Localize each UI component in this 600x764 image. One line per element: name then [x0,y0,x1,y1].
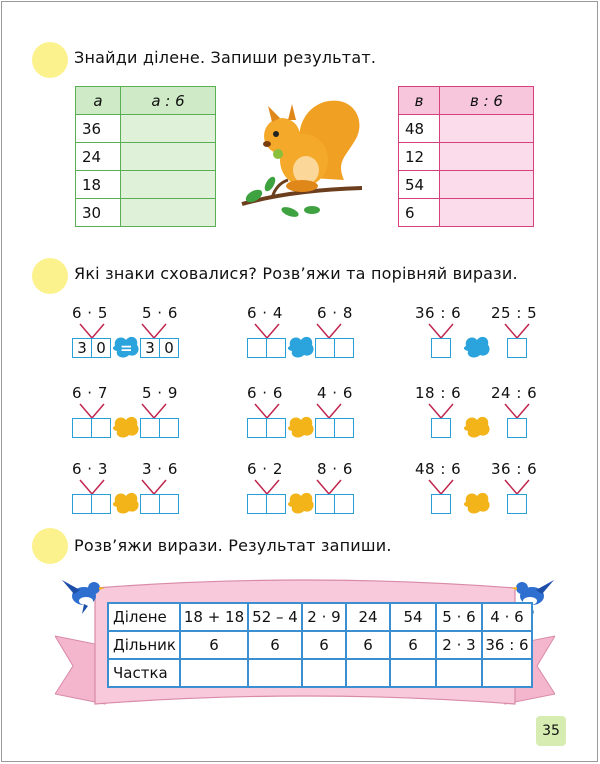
table-cell: 6 [180,631,248,659]
table-row [399,171,534,199]
right-expression: 6 · 8 [317,304,353,322]
bird-icon [62,574,106,614]
task-bullet [32,528,68,564]
answer-box[interactable] [315,338,335,358]
answer-box[interactable]: 3 [72,338,92,358]
table-a-value: 18 [76,171,121,199]
answer-box[interactable] [431,494,451,514]
right-expression: 5 · 6 [142,304,178,322]
answer-box[interactable] [266,338,286,358]
table-row [399,199,534,227]
answer-cell[interactable] [248,659,302,687]
task-bullet [32,42,68,78]
table-row [108,659,532,687]
yellow-splat [461,412,493,442]
comparison-item [245,460,405,520]
division-table [107,602,533,688]
answer-cell[interactable] [180,659,248,687]
table-cell: 6 [346,631,390,659]
table-cell: 6 [302,631,346,659]
answer-box[interactable]: 3 [140,338,160,358]
table-v [398,86,534,227]
left-expression: 6 · 4 [247,304,283,322]
answer-box[interactable] [247,338,267,358]
comparison-item [415,304,575,364]
answer-cell[interactable] [121,171,216,199]
comparison-item [415,460,575,520]
task-bullet [32,258,68,294]
blue-splat [461,332,493,362]
table-v-value: 54 [399,171,440,199]
table-cell: 2 · 9 [302,603,346,631]
table-row [108,603,532,631]
table-a-value: 24 [76,143,121,171]
left-expression: 6 · 2 [247,460,283,478]
table-row [108,631,532,659]
answer-cell[interactable] [121,143,216,171]
answer-cell[interactable] [436,659,482,687]
table-cell: 18 + 18 [180,603,248,631]
answer-cell[interactable] [482,659,532,687]
table-cell: 36 : 6 [482,631,532,659]
table-row [76,143,216,171]
answer-box[interactable] [266,494,286,514]
right-expression: 24 : 6 [491,384,538,402]
answer-cell[interactable] [121,115,216,143]
answer-cell[interactable] [121,199,216,227]
answer-box[interactable] [315,418,335,438]
right-expression: 25 : 5 [491,304,538,322]
answer-cell[interactable] [346,659,390,687]
answer-box[interactable] [266,418,286,438]
answer-cell[interactable] [302,659,346,687]
answer-cell[interactable] [390,659,436,687]
row-label: Дільник [108,631,180,659]
task2-heading: Які знаки сховалися? Розв’яжи та порівняй вирази. [74,264,518,283]
yellow-splat [110,488,142,518]
answer-cell[interactable] [440,171,534,199]
table-a-value: 36 [76,115,121,143]
yellow-splat [285,488,317,518]
table-cell: 2 · 3 [436,631,482,659]
left-expression: 6 · 3 [72,460,108,478]
right-expression: 3 · 6 [142,460,178,478]
blue-splat [285,332,317,362]
answer-box[interactable] [507,494,527,514]
table-row [399,143,534,171]
answer-cell[interactable] [440,143,534,171]
yellow-splat [461,488,493,518]
yellow-splat [285,412,317,442]
answer-box[interactable]: 0 [159,338,179,358]
right-expression: 4 · 6 [317,384,353,402]
comparison-item [245,384,405,444]
table-row [399,115,534,143]
answer-box[interactable] [159,418,179,438]
comparison-item [415,384,575,444]
comparison-item [70,460,230,520]
table-cell: 4 · 6 [482,603,532,631]
answer-box[interactable] [140,418,160,438]
comparison-item [245,304,405,364]
answer-box[interactable] [334,418,354,438]
table-cell: 24 [346,603,390,631]
table-cell: 54 [390,603,436,631]
task1-heading: Знайди ділене. Запиши результат. [74,48,377,67]
left-expression: 6 · 6 [247,384,283,402]
left-expression: 48 : 6 [415,460,462,478]
row-label: Частка [108,659,180,687]
table-v-value: 6 [399,199,440,227]
squirrel-illustration [232,92,372,222]
answer-cell[interactable] [440,199,534,227]
answer-box[interactable] [334,494,354,514]
answer-box[interactable] [247,494,267,514]
comparison-item [70,304,230,364]
answer-box[interactable] [140,494,160,514]
table-v-value: 48 [399,115,440,143]
answer-box[interactable] [91,418,111,438]
left-expression: 18 : 6 [415,384,462,402]
answer-box[interactable] [315,494,335,514]
row-label: Ділене [108,603,180,631]
table-cell: 52 – 4 [248,603,302,631]
task3-heading: Розв’яжи вирази. Результат запиши. [74,536,392,555]
comparison-item [70,384,230,444]
answer-box[interactable] [334,338,354,358]
table-cell: 6 [248,631,302,659]
answer-box[interactable] [159,494,179,514]
right-expression: 8 · 6 [317,460,353,478]
answer-box[interactable] [431,338,451,358]
answer-box[interactable] [247,418,267,438]
right-expression: 5 · 9 [142,384,178,402]
table-a-col2-header: а : 6 [121,87,216,115]
answer-box[interactable] [431,418,451,438]
answer-box[interactable] [91,494,111,514]
table-row [76,171,216,199]
answer-box[interactable] [72,418,92,438]
answer-box[interactable] [507,418,527,438]
yellow-splat [110,412,142,442]
table-a [75,86,216,227]
left-expression: 36 : 6 [415,304,462,322]
answer-cell[interactable] [440,115,534,143]
table-cell: 6 [390,631,436,659]
left-expression: 6 · 7 [72,384,108,402]
table-a-value: 30 [76,199,121,227]
answer-box[interactable] [507,338,527,358]
table-row [76,199,216,227]
table-cell: 5 · 6 [436,603,482,631]
page-number: 35 [536,716,566,746]
left-expression: 6 · 5 [72,304,108,322]
table-row [76,115,216,143]
answer-box[interactable] [72,494,92,514]
table-v-value: 12 [399,143,440,171]
table-a-col1-header: а [76,87,121,115]
right-expression: 36 : 6 [491,460,538,478]
comparison-sign: = [120,339,134,357]
table-v-col1-header: в [399,87,440,115]
table-v-col2-header: в : 6 [440,87,534,115]
answer-box[interactable]: 0 [91,338,111,358]
